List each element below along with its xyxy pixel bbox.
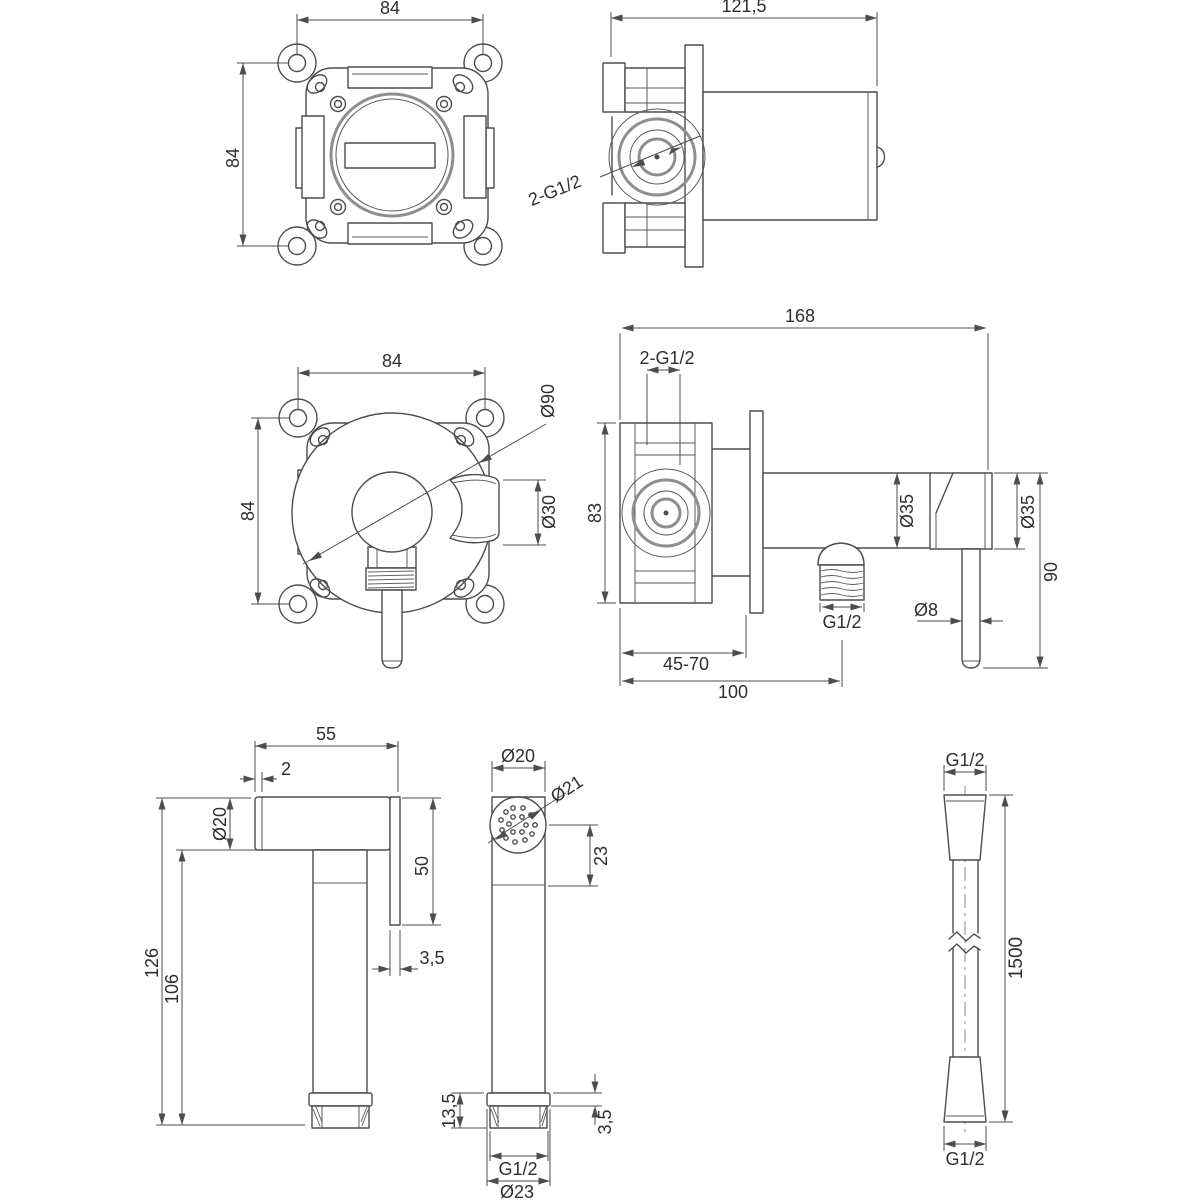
sprayer-handle (313, 850, 367, 1093)
dim-label: 121,5 (721, 0, 767, 16)
dim-label: Ø23 (499, 1182, 535, 1200)
dim-label: Ø90 (538, 383, 558, 419)
dim-sprayer-front-grip (492, 746, 545, 792)
dim-label: 100 (717, 682, 749, 702)
dim-label: 3,5 (595, 1109, 615, 1135)
dim-outlet-thread (820, 603, 864, 632)
dim-sprayer-face-length (402, 798, 441, 925)
sprayer-face-plate-edge (390, 797, 400, 925)
valve-end-cap (930, 473, 992, 549)
dim-label: 106 (162, 973, 182, 1005)
dim-label: Ø8 (913, 600, 939, 620)
dim-sprayer-thread (490, 1131, 548, 1179)
dim-label: G1/2 (945, 750, 985, 770)
dim-label: G1/2 (945, 1149, 985, 1169)
lever-handle (382, 590, 402, 668)
view-valve-box-side (525, 0, 884, 267)
dim-sprayer-plate-thickness (372, 930, 445, 976)
dim-label: 126 (142, 947, 162, 979)
outlet-connector (818, 543, 864, 600)
handle-knob (352, 472, 432, 552)
dim-depth-100 (622, 640, 842, 702)
dim-label: 84 (223, 147, 243, 169)
dim-label: 90 (1041, 561, 1061, 583)
hose-bottom-fitting (944, 1057, 986, 1122)
dim-label: Ø30 (539, 494, 559, 530)
dim-sprayer-cap (240, 759, 291, 792)
lever-rod-side (962, 549, 980, 668)
dim-trim-side-height (585, 423, 616, 603)
sprayer-thread-nut (312, 1106, 369, 1128)
dim-trim-front-height (238, 418, 289, 604)
dim-label: Ø20 (210, 806, 230, 842)
dim-holder-diameter (503, 480, 559, 545)
view-trim-side (585, 306, 1061, 702)
view-hose (944, 750, 1027, 1169)
dim-sprayer-grip-diameter (156, 798, 251, 850)
dim-hose-thread-bottom (944, 1126, 986, 1169)
dim-sprayer-length (255, 724, 398, 792)
view-sprayer-front (439, 746, 615, 1200)
dim-label: 2 (280, 759, 292, 779)
dim-head-length (548, 825, 611, 886)
dim-box-front-height (223, 63, 288, 246)
dim-collar-height (551, 1074, 615, 1135)
view-trim-front (238, 351, 559, 668)
dim-wall-range (620, 608, 746, 686)
dim-hose-thread-top (944, 750, 986, 791)
box-rear-cylinder (703, 92, 877, 220)
dim-sprayer-handle-height (162, 850, 310, 1125)
dim-label: Ø21 (547, 771, 587, 807)
dim-label: 1500 (1006, 936, 1027, 980)
dim-label: 23 (591, 845, 611, 867)
dim-label: Ø35 (1018, 494, 1038, 530)
wall-escutcheon (750, 411, 763, 613)
dim-trim-front-width (298, 351, 485, 409)
dim-hose-length (989, 795, 1027, 1122)
dim-label: 83 (585, 502, 605, 524)
dim-handle-diameter (914, 600, 1003, 621)
dim-label: 13,5 (439, 1093, 459, 1129)
dim-label: 3,5 (419, 948, 445, 968)
dim-label: 84 (379, 0, 401, 18)
dim-label: 2-G1/2 (639, 348, 695, 368)
dim-box-front-width (297, 0, 483, 54)
dim-label: 55 (315, 724, 337, 744)
sprayer-grip (255, 797, 390, 850)
dim-label: G1/2 (498, 1159, 538, 1179)
dim-nut-height (439, 1093, 487, 1129)
dim-label: G1/2 (822, 612, 862, 632)
label-box-side-thread (525, 136, 700, 210)
dim-label: Ø35 (897, 493, 917, 529)
hose-top-fitting (944, 795, 986, 860)
view-valve-box-front (223, 0, 502, 265)
dim-label: 45-70 (662, 654, 710, 674)
dim-label: Ø20 (500, 746, 536, 766)
view-sprayer-side (142, 724, 445, 1128)
lever-thread (366, 568, 416, 590)
dim-label: 84 (238, 500, 258, 522)
dim-label: 168 (784, 306, 816, 326)
sprayer-front-nut (490, 1106, 547, 1128)
dim-label: 84 (381, 351, 403, 371)
dim-label: 50 (412, 855, 432, 877)
dim-label: 2-G1/2 (525, 170, 585, 211)
